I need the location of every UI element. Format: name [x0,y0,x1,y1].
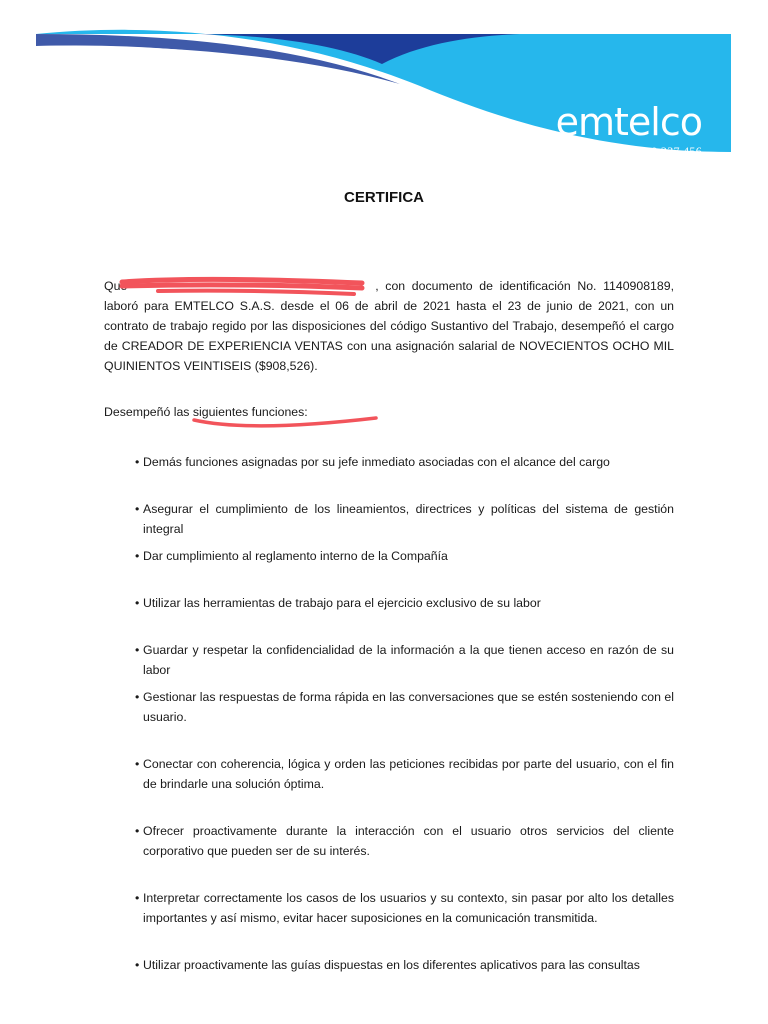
highlight-underline [190,414,382,432]
function-item [135,754,674,794]
function-text: Interpretar correctamente los casos de los usuarios y su contexto, sin pasar por alto los detalles importantes y así mismo, evitar hacer suposiciones en la comunicación transmitida. [143,891,674,925]
bullet-icon: • [135,958,140,972]
function-text: Conectar con coherencia, lógica y orden las peticiones recibidas por parte del usuario, con el fin de brindarle una solución óptima. [143,757,674,791]
bullet-icon: • [135,596,140,610]
function-item [135,546,674,566]
function-item [135,640,674,680]
nit-number: NIT. 800.237.456 [612,144,702,158]
function-text: Demás funciones asignadas por su jefe inmediato asociadas con el alcance del cargo [143,455,610,469]
bullet-icon: • [135,455,140,469]
document-title: CERTIFICA [344,189,424,206]
bullet-icon: • [135,690,140,704]
bullet-icon: • [135,824,140,838]
function-text: Utilizar las herramientas de trabajo para el ejercicio exclusivo de su labor [143,596,541,610]
certification-paragraph [104,276,674,376]
function-item [135,687,674,727]
bullet-icon: • [135,891,140,905]
paragraph-prefix: Que [104,279,128,293]
function-text: Gestionar las respuestas de forma rápida en las conversaciones que se estén sosteniendo con el usuario. [143,690,674,724]
bullet-icon: • [135,643,140,657]
letterhead [0,0,768,170]
bullet-icon: • [135,502,140,516]
function-text: Guardar y respetar la confidencialidad de la información a la que tienen acceso en razón de su labor [143,643,674,677]
paragraph-body: , con documento de identificación No. 1140908189, laboró para EMTELCO S.A.S. desde el 06 de abril de 2021 hasta el 23 de junio de 2021, con un contrato de trabajo regido por las disposiciones del código Sustantivo del Trabajo, desempeñó el cargo de CREADOR DE EXPERIENCIA VENTAS con una asignación salarial de NOVECIENTOS OCHO MIL QUINIENTOS VEINTISEIS ($908,526). [104,279,674,373]
bullet-icon: • [135,549,140,563]
functions-intro: Desempeñó las siguientes funciones: [104,405,308,419]
emtelco-logo: emtelco [555,100,702,144]
function-text: Asegurar el cumplimiento de los lineamientos, directrices y políticas del sistema de gestión integral [143,502,674,536]
function-item [135,955,674,975]
function-text: Dar cumplimiento al reglamento interno de la Compañía [143,549,448,563]
function-item [135,593,674,613]
function-text: Ofrecer proactivamente durante la interacción con el usuario otros servicios del cliente corporativo que pueden ser de su interés. [143,824,674,858]
bullet-icon: • [135,757,140,771]
function-item [135,888,674,928]
function-item [135,821,674,861]
function-item [135,452,674,472]
function-text: Utilizar proactivamente las guías dispuestas en los diferentes aplicativos para las consultas [143,958,640,972]
function-item [135,499,674,539]
